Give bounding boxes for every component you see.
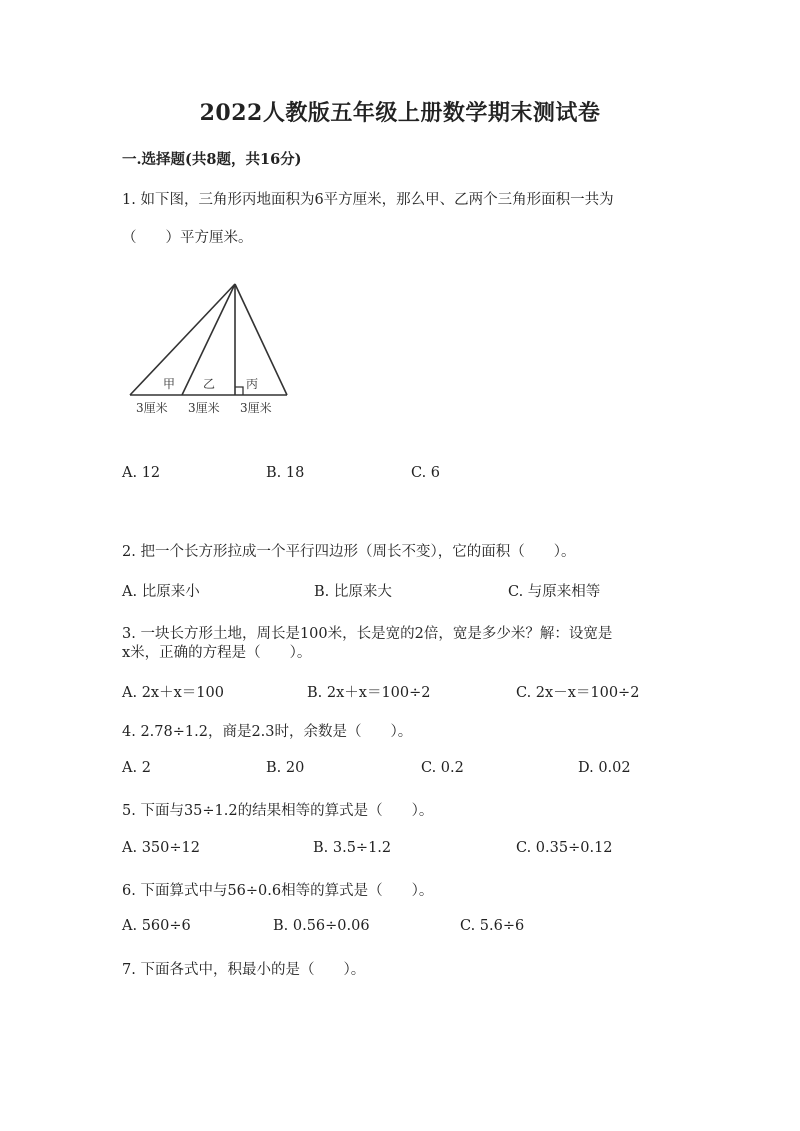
base-label-3: 3厘米: [240, 401, 272, 415]
q1-option-b[interactable]: B. 18: [266, 465, 305, 481]
question-7-stem: 7. 下面各式中，积最小的是（ ）。: [122, 962, 366, 978]
q5-option-a[interactable]: A. 350÷12: [122, 840, 200, 856]
question-3-stem-line-2: x米，正确的方程是（ ）。: [122, 645, 312, 661]
q3-option-b[interactable]: B. 2x＋x＝100÷2: [307, 685, 431, 701]
question-1-stem-line-2: （ ）平方厘米。: [122, 230, 253, 246]
q2-option-a[interactable]: A. 比原来小: [122, 584, 200, 600]
q1-option-a[interactable]: A. 12: [122, 465, 161, 481]
q6-option-a[interactable]: A. 560÷6: [122, 918, 191, 934]
base-label-2: 3厘米: [188, 401, 220, 415]
question-5-stem: 5. 下面与35÷1.2的结果相等的算式是（ ）。: [122, 803, 434, 819]
triangle-figure: [122, 278, 297, 418]
q4-option-b[interactable]: B. 20: [266, 760, 305, 776]
label-yi: 乙: [203, 377, 216, 391]
q3-option-a[interactable]: A. 2x＋x＝100: [122, 685, 224, 701]
right-angle-mark: [235, 387, 243, 395]
q6-option-c[interactable]: C. 5.6÷6: [460, 918, 525, 934]
section-heading: 一.选择题(共8题，共16分): [122, 151, 302, 168]
q2-option-b[interactable]: B. 比原来大: [314, 584, 392, 600]
q6-option-b[interactable]: B. 0.56÷0.06: [273, 918, 370, 934]
question-1-stem-line-1: 1. 如下图，三角形丙地面积为6平方厘米，那么甲、乙两个三角形面积一共为: [122, 192, 614, 208]
triangle-right-edge: [235, 284, 287, 395]
q4-option-a[interactable]: A. 2: [122, 760, 151, 776]
q1-option-c[interactable]: C. 6: [411, 465, 441, 481]
q5-option-b[interactable]: B. 3.5÷1.2: [313, 840, 392, 856]
q5-option-c[interactable]: C. 0.35÷0.12: [516, 840, 613, 856]
base-label-1: 3厘米: [136, 401, 168, 415]
label-bing: 丙: [246, 377, 259, 391]
label-jia: 甲: [163, 377, 176, 391]
question-4-stem: 4. 2.78÷1.2，商是2.3时，余数是（ ）。: [122, 724, 413, 740]
page-title: 2022人教版五年级上册数学期末测试卷: [199, 100, 601, 126]
q4-option-c[interactable]: C. 0.2: [421, 760, 464, 776]
triangle-left-edge: [130, 284, 235, 395]
q2-option-c[interactable]: C. 与原来相等: [508, 584, 601, 600]
q4-option-d[interactable]: D. 0.02: [578, 760, 631, 776]
question-3-stem-line-1: 3. 一块长方形土地，周长是100米，长是宽的2倍，宽是多少米？解：设宽是: [122, 626, 613, 642]
question-6-stem: 6. 下面算式中与56÷0.6相等的算式是（ ）。: [122, 883, 434, 899]
q3-option-c[interactable]: C. 2x－x＝100÷2: [516, 685, 640, 701]
question-2-stem: 2. 把一个长方形拉成一个平行四边形（周长不变），它的面积（ ）。: [122, 544, 576, 560]
